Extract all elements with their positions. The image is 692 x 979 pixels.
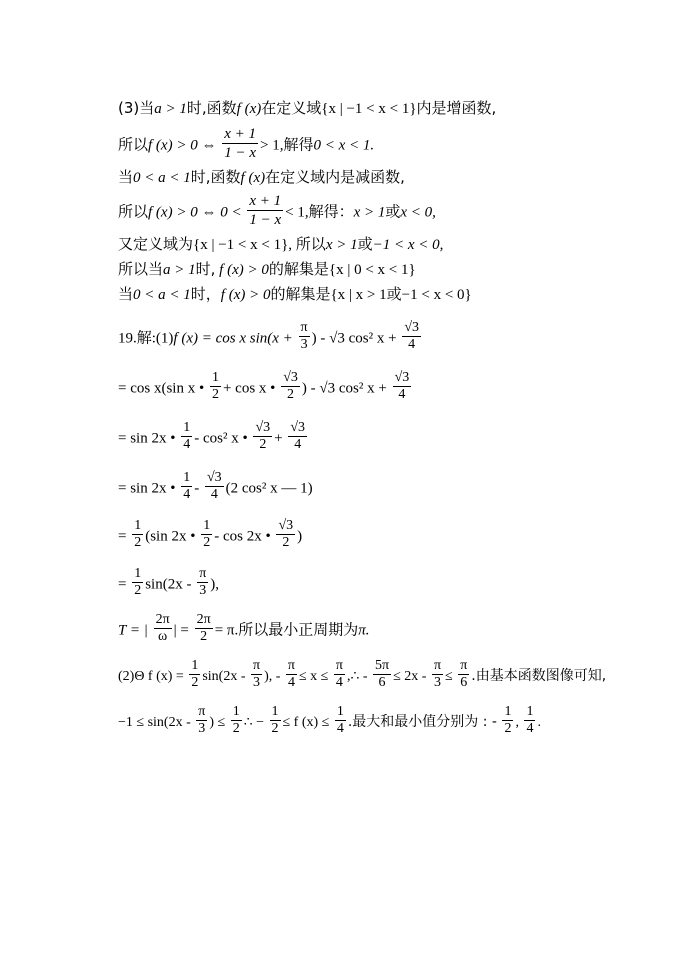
- math: sin(2x -: [202, 669, 246, 685]
- fraction: [197, 566, 208, 600]
- numerator: x + 1: [222, 126, 258, 144]
- math: > 1,: [259, 137, 284, 154]
- math: =: [118, 576, 127, 593]
- q19-line-5: [118, 520, 302, 554]
- denominator: 3: [199, 583, 207, 599]
- part3-line-7: [118, 287, 472, 303]
- text: 时，: [190, 285, 221, 303]
- math: x < 0,: [400, 204, 436, 221]
- denominator: 2: [232, 721, 240, 737]
- denominator: 4: [183, 487, 191, 503]
- text: 在定义域内是减函数,: [265, 168, 405, 186]
- math: 0 < a < 1: [133, 287, 191, 303]
- numerator: π: [197, 566, 208, 583]
- denominator: 3: [253, 675, 261, 691]
- math: ≤: [445, 669, 453, 685]
- text: 在定义域: [261, 99, 322, 117]
- math: (2 cos² x — 1): [225, 480, 313, 497]
- denominator: 4: [287, 675, 295, 691]
- denominator: 2: [271, 721, 279, 737]
- math: < 1,: [285, 204, 309, 221]
- fraction: [251, 658, 262, 692]
- fraction: [524, 704, 535, 738]
- text: (3)当: [118, 99, 155, 117]
- math: (sin 2x •: [145, 528, 196, 545]
- text: 内是增函数,: [416, 99, 497, 117]
- denominator: 2: [287, 387, 295, 403]
- text: 或: [385, 202, 401, 221]
- text: 当: [118, 168, 134, 186]
- math: {x | x > 1: [330, 287, 387, 303]
- fraction: [286, 658, 297, 692]
- numerator: √3: [253, 420, 272, 437]
- math: f (x) = cos x sin(x +: [173, 330, 293, 347]
- denominator: ω: [158, 629, 168, 645]
- text: 或: [386, 285, 402, 303]
- numerator: √3: [393, 370, 412, 387]
- fraction: [299, 320, 310, 354]
- math: T = |: [118, 622, 148, 639]
- math: | =: [173, 622, 189, 639]
- numerator: √3: [276, 518, 295, 535]
- text: .由基本函数图像可知,: [471, 668, 607, 685]
- fraction: [201, 518, 212, 552]
- q19-line-7: [118, 614, 370, 648]
- denominator: 4: [408, 337, 416, 353]
- numerator: √3: [402, 320, 421, 337]
- fraction: [196, 704, 207, 738]
- q19-line-4: [118, 472, 313, 506]
- math: ) - √3 cos² x +: [301, 380, 387, 397]
- numerator: 2π: [195, 612, 213, 629]
- text: 时,: [195, 260, 216, 278]
- denominator: 2: [504, 721, 512, 737]
- math: {x | −1 < x < 1}: [321, 101, 417, 117]
- text: 的解集是: [270, 285, 331, 303]
- denominator: 4: [336, 721, 344, 737]
- numerator: x + 1: [247, 193, 283, 211]
- text: 所以: [295, 235, 326, 253]
- numerator: π: [286, 658, 297, 675]
- fraction: [335, 704, 346, 738]
- text: 当: [118, 285, 134, 303]
- math: ), -: [264, 669, 281, 685]
- denominator: 2: [282, 535, 290, 551]
- fraction: [231, 704, 242, 738]
- denominator: 3: [433, 675, 441, 691]
- math: ),: [210, 576, 220, 593]
- denominator: 4: [398, 387, 406, 403]
- numerator: 1: [231, 704, 242, 721]
- text: 所以当: [118, 260, 164, 278]
- q19-line-9: [118, 706, 541, 740]
- fraction: [181, 420, 192, 454]
- numerator: π: [299, 320, 310, 337]
- math: = sin 2x •: [118, 430, 176, 447]
- text: 所以最小正周期为: [238, 620, 359, 639]
- denominator: 2: [203, 535, 211, 551]
- numerator: π: [334, 658, 345, 675]
- q19-line-2: [118, 372, 413, 406]
- math: =: [118, 528, 127, 545]
- math: {x | −1 < x < 1},: [193, 237, 293, 253]
- denominator: 4: [210, 487, 218, 503]
- denominator: 4: [335, 675, 343, 691]
- part3-line-3: [118, 170, 405, 186]
- text: 的解集是: [268, 260, 329, 278]
- text: 19.解:(1): [118, 330, 174, 347]
- math: ) ≤: [209, 715, 226, 731]
- numerator: √3: [288, 420, 307, 437]
- math: 0 < x < 1.: [313, 137, 375, 154]
- math: = π.: [214, 622, 239, 639]
- numerator: 1: [132, 518, 143, 535]
- fraction: [334, 658, 345, 692]
- math: = cos x(sin x •: [118, 380, 205, 397]
- text: 所以: [118, 202, 149, 221]
- part3-line-4: [118, 195, 436, 231]
- part3-line-5: [118, 237, 443, 253]
- denominator: 4: [183, 437, 191, 453]
- fraction: [189, 658, 200, 692]
- fraction: [181, 470, 192, 504]
- text: 解得: [283, 135, 314, 154]
- numerator: 1: [270, 704, 281, 721]
- math: −1 ≤ sin(2x -: [118, 715, 191, 731]
- denominator: 2: [134, 583, 142, 599]
- math: f (x) > 0 ⇔ 0 <: [148, 204, 242, 221]
- denominator: 1 − x: [224, 145, 256, 162]
- math: a > 1: [163, 262, 196, 278]
- math: f (x) > 0: [219, 262, 269, 278]
- numerator: 1: [502, 704, 513, 721]
- fraction: [132, 518, 143, 552]
- math: ): [297, 528, 303, 545]
- math: −1 < x < 0,: [372, 237, 444, 253]
- fraction: [373, 658, 391, 692]
- numerator: 1: [189, 658, 200, 675]
- denominator: 6: [378, 675, 386, 691]
- denominator: 2: [259, 437, 267, 453]
- part3-line-2: [118, 128, 374, 164]
- fraction: [288, 420, 307, 454]
- q19-line-1: [118, 322, 423, 356]
- fraction: [402, 320, 421, 354]
- q19-line-8: [118, 660, 606, 694]
- denominator: 6: [460, 675, 468, 691]
- numerator: √3: [205, 470, 224, 487]
- math: sin(2x -: [145, 576, 192, 593]
- denominator: 4: [526, 721, 534, 737]
- math: ≤ 2x -: [393, 669, 427, 685]
- math: x > 1: [353, 204, 386, 221]
- numerator: π: [432, 658, 443, 675]
- fraction: [253, 420, 272, 454]
- numerator: 1: [201, 518, 212, 535]
- numerator: 1: [335, 704, 346, 721]
- math: +: [274, 430, 283, 447]
- numerator: √3: [281, 370, 300, 387]
- math: ,: [515, 715, 519, 731]
- math: π.: [358, 622, 370, 639]
- q19-line-3: [118, 422, 309, 456]
- numerator: 1: [210, 370, 221, 387]
- fraction: [222, 126, 258, 162]
- math: = sin 2x •: [118, 480, 176, 497]
- math: 0 < a < 1: [133, 170, 191, 186]
- denominator: 3: [198, 721, 206, 737]
- fraction: [154, 612, 172, 646]
- math: f (x) > 0: [220, 287, 271, 303]
- q19-line-6: [118, 568, 219, 602]
- part3-line-1: [118, 101, 496, 117]
- math: ) - √3 cos² x +: [311, 330, 397, 347]
- numerator: 1: [132, 566, 143, 583]
- math: ,∴ -: [346, 669, 368, 685]
- math: f (x) > 0 ⇔: [148, 137, 217, 154]
- fraction: [210, 370, 221, 404]
- fraction: [432, 658, 443, 692]
- fraction: [276, 518, 295, 552]
- denominator: 3: [300, 337, 308, 353]
- numerator: π: [196, 704, 207, 721]
- math: + cos x •: [222, 380, 276, 397]
- denominator: 4: [294, 437, 302, 453]
- denominator: 2: [200, 629, 208, 645]
- fraction: [281, 370, 300, 404]
- math: f (x): [240, 170, 266, 186]
- math: -: [194, 480, 200, 497]
- fraction: [458, 658, 469, 692]
- math: ≤ x ≤: [298, 669, 329, 685]
- math: - cos 2x •: [214, 528, 271, 545]
- fraction: [205, 470, 224, 504]
- denominator: 2: [191, 675, 199, 691]
- part3-line-6: [118, 262, 416, 278]
- text: 解得：: [308, 202, 354, 221]
- fraction: [195, 612, 213, 646]
- text: .最大和最小值分别为 : -: [347, 714, 497, 731]
- math: a > 1: [154, 101, 187, 117]
- math: - cos² x •: [194, 430, 248, 447]
- math: ∴ −: [243, 715, 264, 731]
- math: (2)Θ f (x) =: [118, 669, 184, 685]
- numerator: π: [458, 658, 469, 675]
- math: .: [537, 715, 541, 731]
- math: ≤ f (x) ≤: [282, 715, 330, 731]
- denominator: 1 − x: [249, 212, 282, 229]
- fraction: [393, 370, 412, 404]
- numerator: 1: [181, 420, 192, 437]
- numerator: 1: [524, 704, 535, 721]
- fraction: [502, 704, 513, 738]
- denominator: 2: [211, 387, 219, 403]
- numerator: π: [251, 658, 262, 675]
- math: −1 < x < 0}: [401, 287, 472, 303]
- math: {x | 0 < x < 1}: [328, 262, 416, 278]
- text: 时,函数: [190, 168, 241, 186]
- numerator: 1: [181, 470, 192, 487]
- math: f (x): [236, 101, 262, 117]
- fraction: [270, 704, 281, 738]
- text: 又定义域为: [118, 235, 194, 253]
- text: 或: [357, 235, 373, 253]
- text: 所以: [118, 135, 149, 154]
- numerator: 2π: [154, 612, 172, 629]
- fraction: [247, 193, 283, 229]
- math: x > 1: [325, 237, 358, 253]
- text: 时,函数: [186, 99, 237, 117]
- numerator: 5π: [373, 658, 391, 675]
- fraction: [132, 566, 143, 600]
- denominator: 2: [134, 535, 142, 551]
